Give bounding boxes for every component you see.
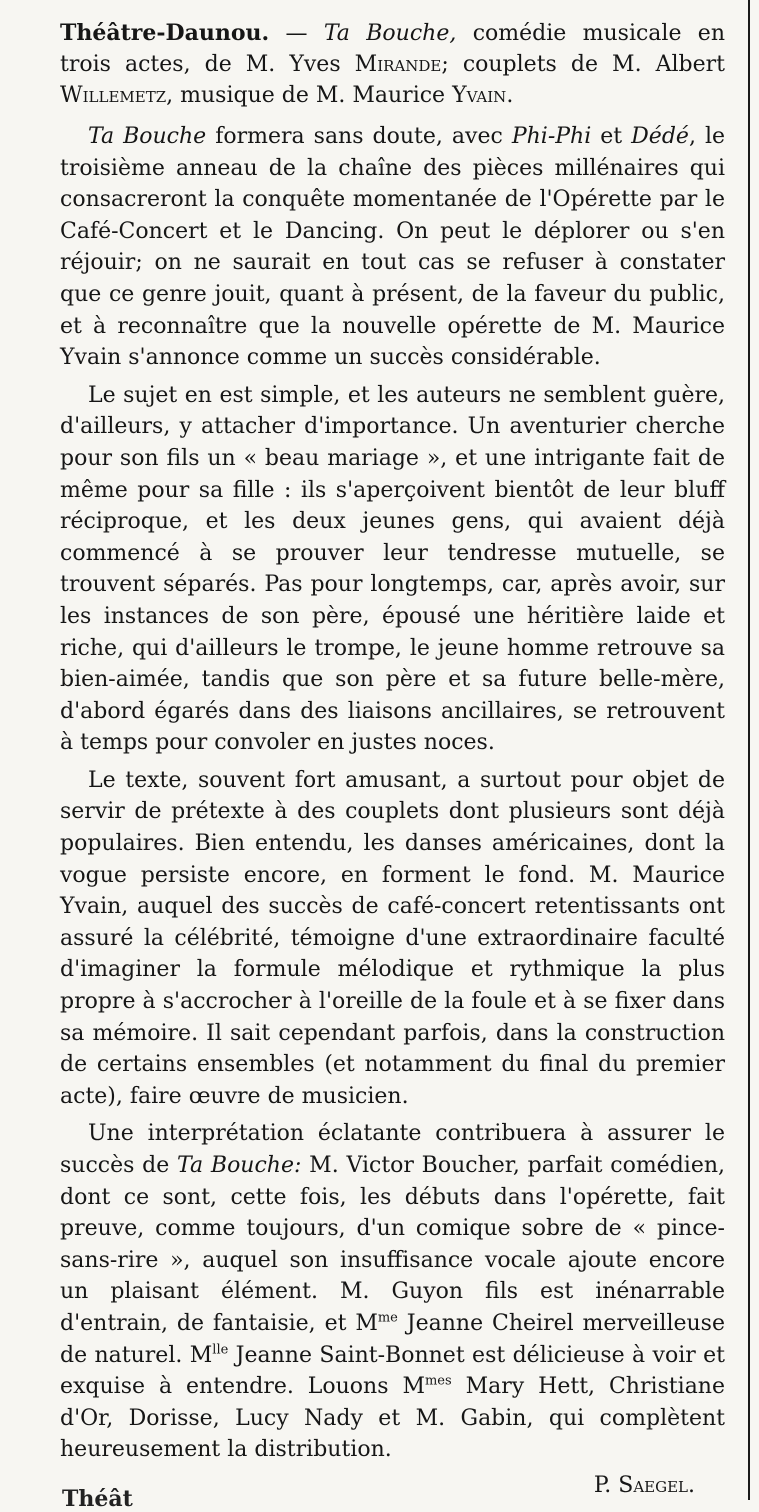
author-name: Mirande: [354, 52, 442, 77]
play-title: Ta Bouche,: [323, 21, 457, 46]
composer-name: Yvain: [452, 83, 507, 108]
column-rule: [748, 0, 750, 1500]
paragraph-3: Le texte, souvent fort amusant, a surtout pour objet de servir de prétexte à des couplets dont plusieurs sont déjà populaires. Bien entendu, les danses américaines, dont la vogue persiste encore, en forment le fond. M. Maurice Yvain, auquel des succès de café-concert retentissants ont assuré la célébrité, témoigne d'une extraordinaire faculté d'imaginer la formule mélodique et rythmique la plus propre à s'accrocher à l'oreille de la foule et à se fixer dans sa mémoire. Il sait cependant parfois, dans la construction de certains ensembles (et notamment du final du premier acte), faire œuvre de musicien.: [60, 767, 725, 1109]
paragraph-4: Une interprétation éclatante contribuera à assurer le succès de Ta Bouche: M. Victor Boucher, parfait comédien, dont ce sont, cette fois, les débuts dans l'opérette, fait preuve, comme toujours, d'un comique sobre de « pince-sans-rire », auquel son insuffisance vocale ajoute encore un plaisant élément. M. Guyon fils est inénarrable d'entrain, de fantaisie, et $M^{me}$ Jeanne Cheirel merveilleuse de naturel. $M^{lle}$ Jeanne Saint-Bonnet est délicieuse à voir et exquise à entendre. Louons $M^{mes}$ Mary Hett, Christiane d'Or, Dorisse, Lucy Nady et M. Gabin, qui complètent heureusement la distribution.: [60, 1121, 726, 1463]
next-article-fragment: Théât: [62, 1486, 133, 1512]
theatre-name: Théâtre-Daunou.: [60, 20, 270, 46]
signature: P. Saegel.: [593, 1472, 695, 1498]
paragraph-1: Ta Bouche formera sans doute, avec Phi-Phi et Dédé, le troisième anneau de la chaîne des pièces millénaires qui consacreront la conquête momentanée de l'Opérette par le Café-Concert et le Dancing. On peut le déplorer ou s'en réjouir; on ne saurait en tout cas se refuser à constater que ce genre jouit, quant à présent, de la faveur du public, et à reconnaître que la nouvelle opérette de M. Maurice Yvain s'annonce comme un succès considérable.: [60, 124, 726, 371]
article-column: [60, 18, 725, 1502]
lyricist-name: Willemetz: [60, 83, 167, 108]
paragraph-2: Le sujet en est simple, et les auteurs ne semblent guère, d'ailleurs, y attacher d'importance. Un aventurier cherche pour son fils un « beau mariage », et une intrigante fait de même pour sa fille : ils s'aperçoivent bientôt de leur bluff réciproque, et les deux jeunes gens, qui avaient déjà commencé à se prouver leur tendresse mutuelle, se trouvent séparés. Pas pour longtemps, car, après avoir, sur les instances de son père, épousé une héritière laide et riche, qui d'ailleurs le trompe, le jeune homme retrouve sa bien-aimée, tandis que son père et sa future belle-mère, d'abord égarés dans des liaisons ancillaires, se retrouvent à temps pour convoler en justes noces.: [60, 382, 725, 756]
article-heading: Théâtre-Daunou. — Ta Bouche, comédie musicale en trois actes, de M. Yves Mirande; couplets de M. Albert Willemetz, musique de M. Maurice Yvain.: [60, 20, 725, 108]
